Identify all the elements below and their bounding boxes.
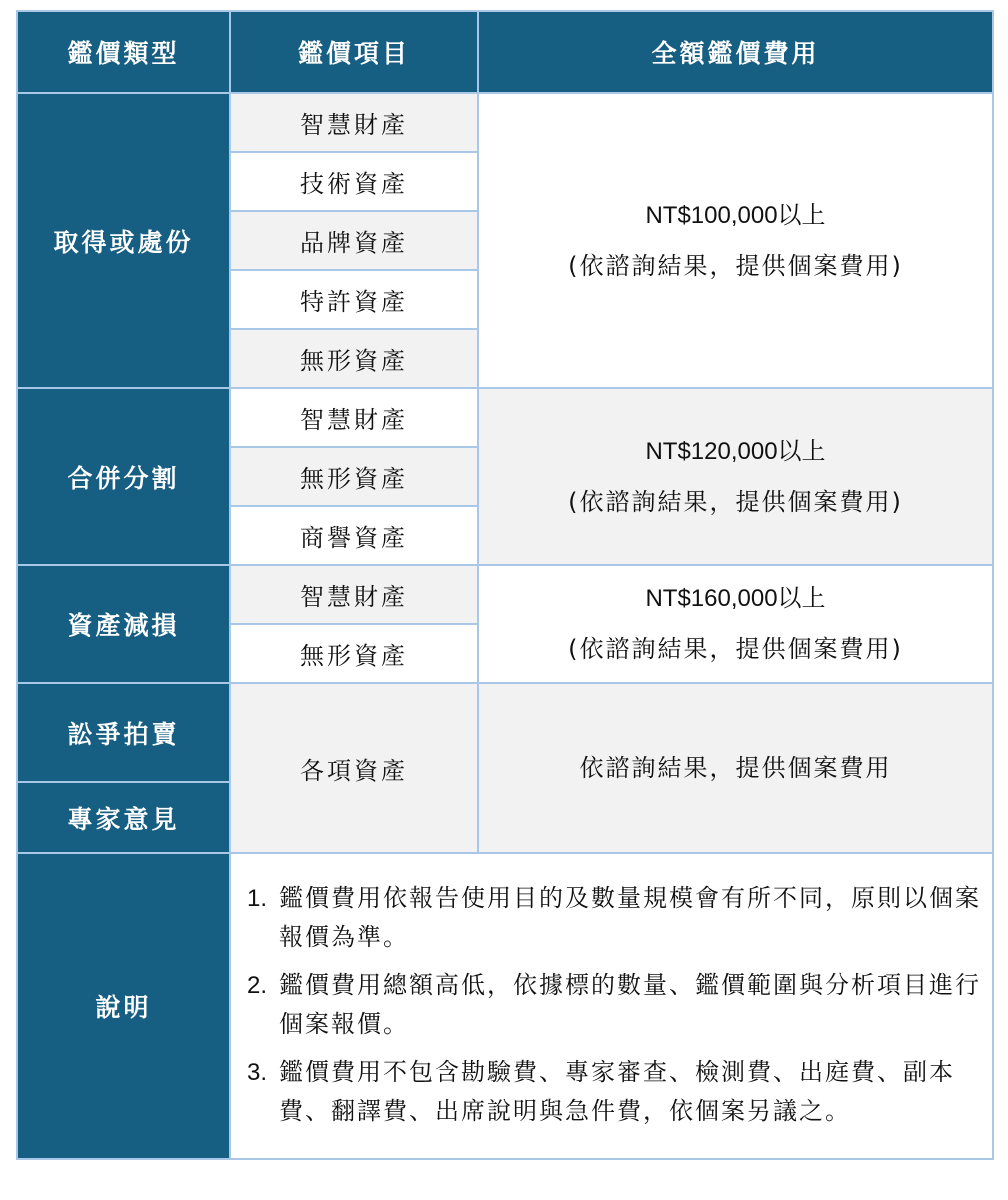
header-valuation-type: 鑑價類型 <box>17 11 230 93</box>
fee-cell <box>478 565 993 683</box>
item-cell: 無形資產 <box>230 329 478 388</box>
fee-note: (依諮詢結果，提供個案費用) <box>568 487 903 516</box>
notes-content <box>230 853 993 1159</box>
fee-amount: NT$100,000以上 <box>645 201 826 229</box>
item-cell: 品牌資產 <box>230 211 478 270</box>
note-text: 鑑價費用總額高低，依據標的數量、鑑價範圍與分析項目進行個案報價。 <box>279 971 981 1038</box>
valuation-fee-table <box>16 10 994 1160</box>
fee-amount: NT$160,000以上 <box>645 585 826 612</box>
fee-cell <box>478 683 993 853</box>
item-cell: 特許資產 <box>230 270 478 329</box>
note-text: 鑑價費用依報告使用目的及數量規模會有所不同，原則以個案報價為準。 <box>279 884 981 951</box>
item-cell: 智慧財產 <box>230 565 478 624</box>
fee-cell <box>478 388 993 565</box>
header-full-fee: 全額鑑價費用 <box>478 11 993 93</box>
table-row <box>17 388 993 447</box>
note-item <box>247 1053 982 1131</box>
item-cell: 技術資產 <box>230 152 478 211</box>
table-row <box>17 683 993 782</box>
table-row <box>17 565 993 624</box>
header-row <box>17 11 993 93</box>
item-cell: 無形資產 <box>230 624 478 683</box>
type-merger-split: 合併分割 <box>17 388 230 565</box>
type-expert-opinion: 專家意見 <box>17 782 230 853</box>
item-cell: 智慧財產 <box>230 93 478 152</box>
fee-note: 依諮詢結果，提供個案費用 <box>579 754 892 782</box>
note-text: 鑑價費用不包含勘驗費、專家審查、檢測費、出庭費、副本費、翻譯費、出席說明與急件費，依個案另議之。 <box>279 1058 955 1125</box>
item-cell: 各項資產 <box>230 683 478 853</box>
note-number: 3. <box>247 1059 268 1086</box>
fee-note: (依諮詢結果，提供個案費用) <box>568 635 903 663</box>
fee-note: (依諮詢結果，提供個案費用) <box>568 251 903 280</box>
header-valuation-item: 鑑價項目 <box>230 11 478 93</box>
type-litigation-auction: 訟爭拍賣 <box>17 683 230 782</box>
note-number: 2. <box>247 972 268 999</box>
fee-table-wrapper <box>16 10 992 1160</box>
notes-label: 說明 <box>17 853 230 1159</box>
fee-amount: NT$120,000以上 <box>645 437 826 465</box>
note-item <box>247 879 982 957</box>
fee-cell <box>478 93 993 388</box>
type-impairment: 資產減損 <box>17 565 230 683</box>
item-cell: 智慧財產 <box>230 388 478 447</box>
item-cell: 商譽資產 <box>230 506 478 565</box>
note-number: 1. <box>247 885 268 912</box>
note-item <box>247 966 982 1044</box>
type-acquisition-disposal: 取得或處份 <box>17 93 230 388</box>
table-row <box>17 93 993 152</box>
notes-row <box>17 853 993 1159</box>
item-cell: 無形資產 <box>230 447 478 506</box>
